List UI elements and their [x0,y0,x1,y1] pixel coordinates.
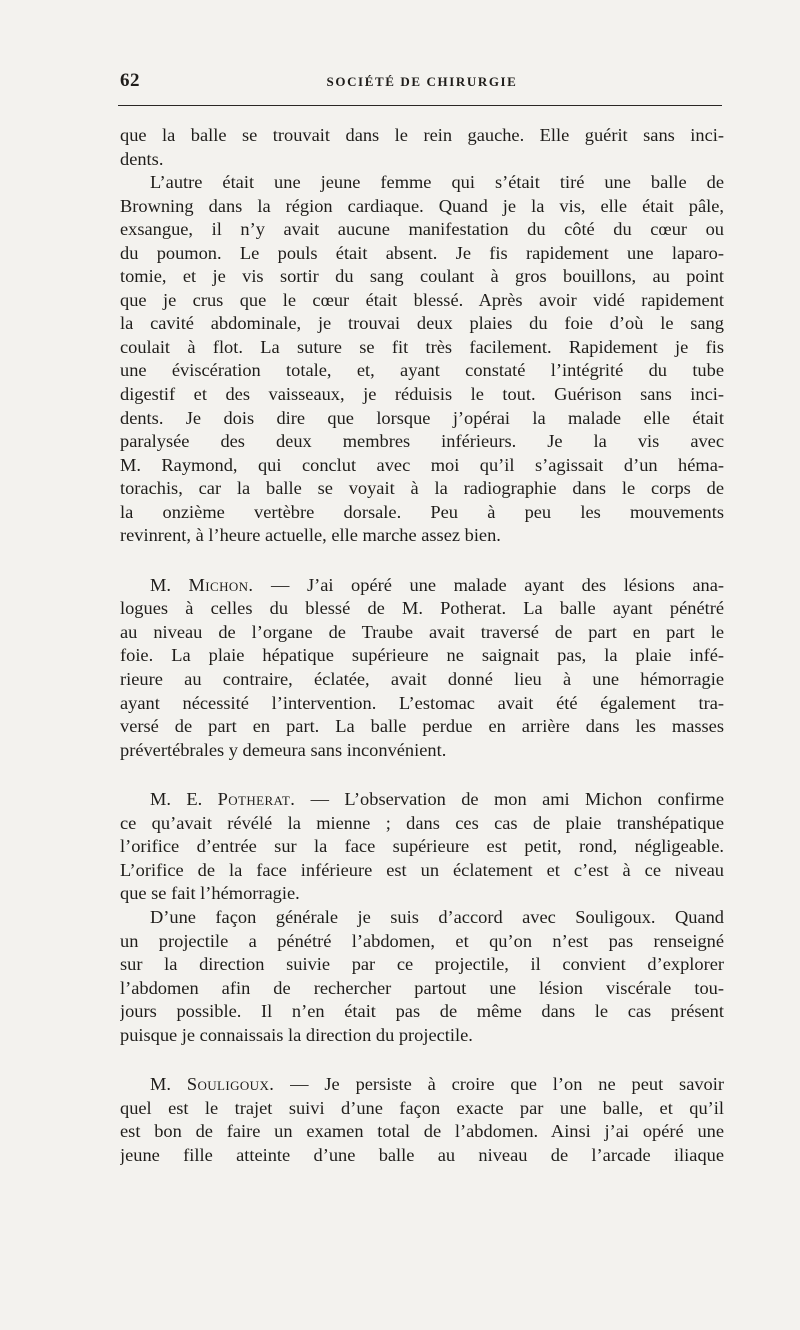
text-line: du poumon. Le pouls était absent. Je fis rapidement une laparo- [120,242,724,263]
speaker-prefix: M. E. [150,789,218,810]
text-line: puisque je connaissais la direction du projectile. [120,1024,473,1045]
text-line: D’une façon générale je suis d’accord avec Souligoux. Quand [150,906,724,927]
body-text [120,124,724,1167]
text-line: dents. Je dois dire que lorsque j’opérai la malade elle était [120,407,724,428]
text-line: l’abdomen afin de rechercher partout une lésion viscérale tou- [120,977,724,998]
text-line: ce qu’avait révélé la mienne ; dans ces cas de plaie transhépatique [120,812,724,833]
text-line: L’orifice de la face inférieure est un éclatement et c’est à ce niveau [120,859,724,880]
text-line: quel est le trajet suivi d’une façon exacte par une balle, et qu’il [120,1097,724,1118]
paragraph [120,171,724,548]
text-line: versé de part en part. La balle perdue en arrière dans les masses [120,716,724,737]
text-line [120,788,724,812]
text-line: est bon de faire un examen total de l’abdomen. Ainsi j’ai opéré une [120,1121,724,1142]
text-fragment: — L’observation de mon ami Michon confirme [295,789,724,810]
text-line [120,1073,724,1097]
text-line: coulait à flot. La suture se fit très facilement. Rapidement je fis [120,336,724,357]
page-number: 62 [120,70,140,91]
speaker-name: Potherat. [217,789,296,810]
speaker-name: Souligoux. [186,1074,275,1095]
text-line: L’autre était une jeune femme qui s’était tiré une balle de [150,172,724,193]
speaker-name: Michon. [188,574,254,595]
paragraph-potherat [120,788,724,906]
speaker-prefix: M. [150,574,189,595]
paragraph-souligoux [120,1073,724,1167]
text-line: une éviscération totale, et, ayant constaté l’intégrité du tube [120,360,724,381]
text-line: tomie, et je vis sortir du sang coulant à gros bouillons, au point [120,266,724,287]
paragraph-michon [120,574,724,762]
text-line: rieure au contraire, éclatée, avait donné lieu à une hémorragie [120,669,724,690]
text-line: paralysée des deux membres inférieurs. Je la vis avec [120,431,724,452]
text-line: prévertébrales y demeura sans inconvénient. [120,739,447,760]
text-line: l’orifice d’entrée sur la face supérieure est petit, rond, négligeable. [120,836,724,857]
text-line: dents. [120,148,164,169]
text-fragment: — Je persiste à croire que l’on ne peut savoir [274,1074,724,1095]
text-line: Browning dans la région cardiaque. Quand je la vis, elle était pâle, [120,195,724,216]
text-line: jours possible. Il n’en était pas de même dans le cas présent [120,1001,724,1022]
text-line: jeune fille atteinte d’une balle au niveau de l’arcade iliaque [120,1144,724,1165]
text-line: que se fait l’hémorragie. [120,883,300,904]
text-line: foie. La plaie hépatique supérieure ne saignait pas, la plaie infé- [120,645,724,666]
header-rule [118,105,722,106]
text-fragment: — J’ai opéré une malade ayant des lésions ana- [253,574,724,595]
text-line: M. Raymond, qui conclut avec moi qu’il s’agissait d’un héma- [120,454,724,475]
paragraph [120,906,724,1047]
text-line: la cavité abdominale, je trouvai deux plaies du foie d’où le sang [120,313,724,334]
text-line: que je crus que le cœur était blessé. Après avoir vidé rapidement [120,289,724,310]
text-line: ayant nécessité l’intervention. L’estomac avait été également tra- [120,692,724,713]
text-line: un projectile a pénétré l’abdomen, et qu’on n’est pas renseigné [120,930,724,951]
text-line: digestif et des vaisseaux, je réduisis le tout. Guérison sans inci- [120,384,724,405]
running-title: SOCIÉTÉ DE CHIRURGIE [326,74,518,89]
text-line: sur la direction suivie par ce projectile, il convient d’explorer [120,954,724,975]
text-line: la onzième vertèbre dorsale. Peu à peu les mouvements [120,501,724,522]
text-line: exsangue, il n’y avait aucune manifestation du côté du cœur ou [120,219,724,240]
text-line: logues à celles du blessé de M. Potherat. La balle ayant pénétré [120,598,724,619]
text-line: revinrent, à l’heure actuelle, elle marche assez bien. [120,525,501,546]
running-head [120,70,724,98]
speaker-prefix: M. [150,1074,187,1095]
text-line: torachis, car la balle se voyait à la radiographie dans le corps de [120,478,724,499]
text-line [120,574,724,598]
text-line: que la balle se trouvait dans le rein gauche. Elle guérit sans inci- [120,125,724,145]
paragraph [120,124,724,171]
text-line: au niveau de l’organe de Traube avait traversé de part en part le [120,621,724,642]
